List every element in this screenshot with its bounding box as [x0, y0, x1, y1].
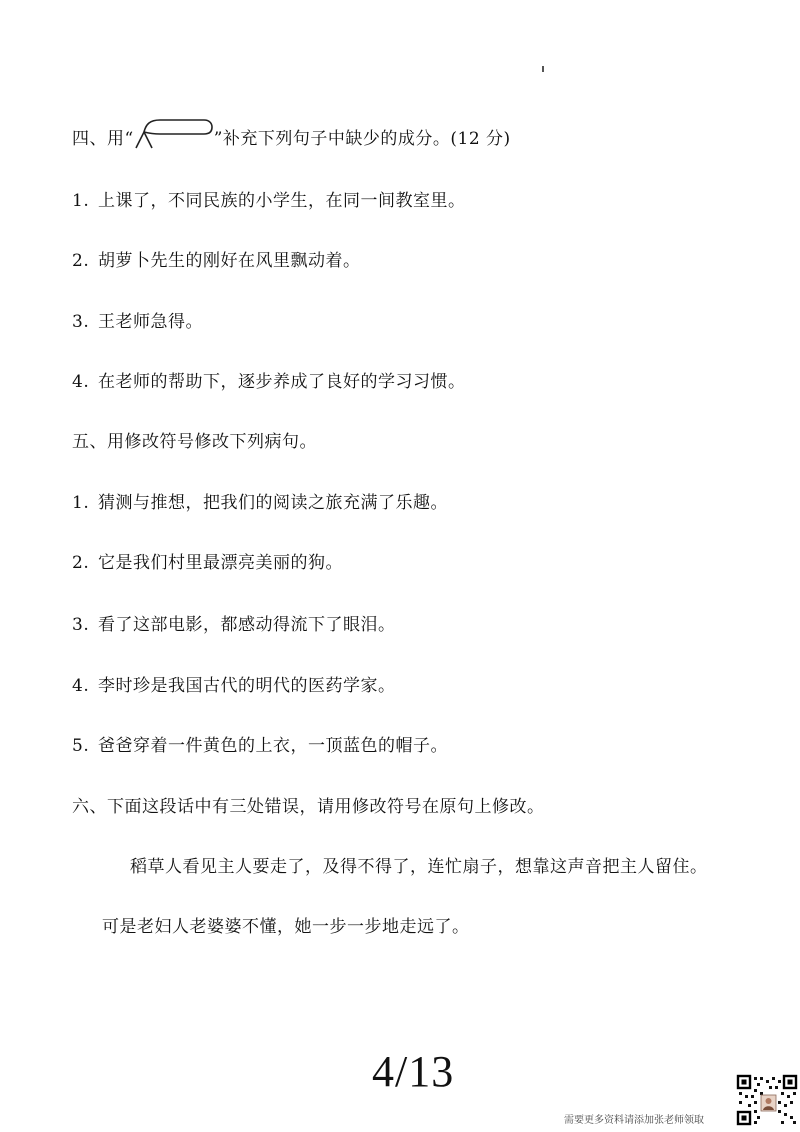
section-5-item-4 [72, 675, 396, 697]
section-5-item-2 [72, 552, 343, 574]
item-text: 上课了，不同民族的小学生，在同一间教室里。 [98, 191, 466, 211]
section-4-item-3 [72, 311, 203, 333]
section-5-title: 五、用修改符号修改下列病句。 [72, 432, 317, 452]
item-text: 胡萝卜先生的刚好在风里飘动着。 [98, 251, 361, 271]
item-number: 3. [72, 615, 90, 635]
section-4-item-4 [72, 371, 466, 393]
section-4-title [72, 128, 511, 150]
section-6-title: 六、下面这段话中有三处错误，请用修改符号在原句上修改。 [72, 797, 545, 817]
section-4-title-prefix: 四、用“ [72, 129, 134, 149]
insertion-caret-icon [134, 128, 214, 150]
section-4-title-suffix: ”补充下列句子中缺少的成分。(12 分) [213, 129, 511, 149]
qr-code-icon [736, 1074, 798, 1126]
scan-mark [542, 66, 544, 72]
item-text: 看了这部电影，都感动得流下了眼泪。 [98, 615, 396, 635]
section-4-item-1 [72, 190, 466, 212]
item-text: 它是我们村里最漂亮美丽的狗。 [98, 553, 343, 573]
item-number: 4. [72, 372, 90, 392]
item-number: 1. [72, 493, 90, 513]
section-5-item-5 [72, 735, 448, 757]
section-5-item-3 [72, 614, 396, 636]
item-text: 在老师的帮助下，逐步养成了良好的学习习惯。 [98, 372, 466, 392]
item-number: 1. [72, 191, 90, 211]
footer-note: 需要更多资料请添加张老师领取 [564, 1115, 704, 1126]
item-number: 3. [72, 312, 90, 332]
item-text: 李时珍是我国古代的明代的医药学家。 [98, 676, 396, 696]
section-5-item-1 [72, 492, 448, 514]
item-number: 2. [72, 553, 90, 573]
item-number: 2. [72, 251, 90, 271]
item-text: 猜测与推想，把我们的阅读之旅充满了乐趣。 [98, 493, 448, 513]
item-number: 5. [72, 736, 90, 756]
section-6-paragraph-line-2: 可是老妇人老婆婆不懂，她一步一步地走远了。 [102, 917, 470, 937]
section-6-paragraph-line-1: 稻草人看见主人要走了，及得不得了，连忙扇子，想靠这声音把主人留住。 [130, 857, 708, 877]
item-number: 4. [72, 676, 90, 696]
item-text: 爸爸穿着一件黄色的上衣，一顶蓝色的帽子。 [98, 736, 448, 756]
section-4-item-2 [72, 250, 361, 272]
item-text: 王老师急得。 [98, 312, 203, 332]
page-number: 4/13 [372, 1047, 455, 1096]
